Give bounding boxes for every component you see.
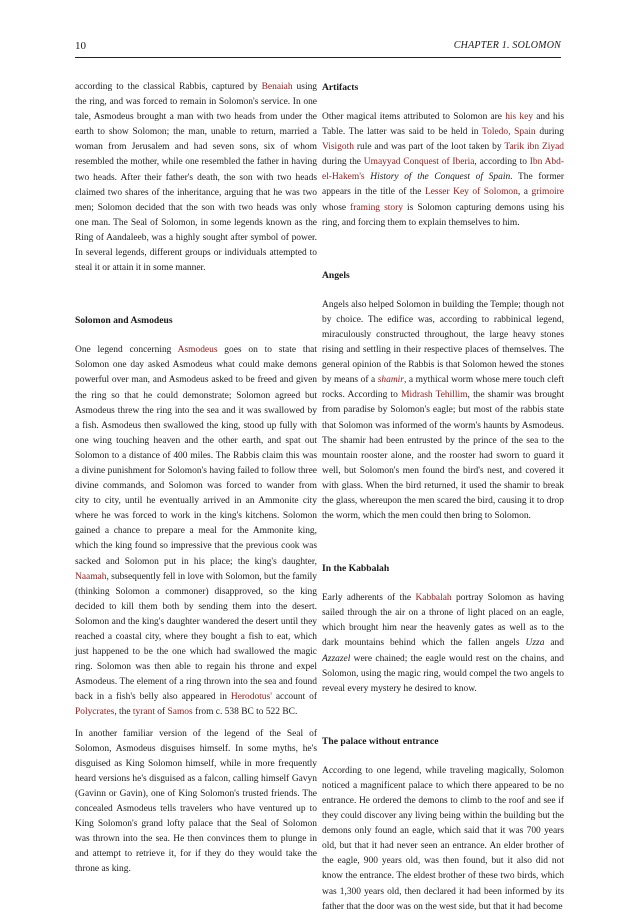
- section-heading: Angels: [322, 269, 350, 281]
- hyperlink[interactable]: grimoire: [531, 187, 564, 198]
- page-number: 10: [75, 40, 86, 52]
- hyperlink[interactable]: Tarik ibn Ziyad: [504, 142, 564, 153]
- hyperlink[interactable]: Midrash Tehillim: [401, 390, 468, 401]
- emphasis-text: Uzza: [525, 638, 545, 649]
- hyperlink[interactable]: Lesser Key of Solomon: [424, 187, 518, 198]
- emphasis-text: History of the Conquest of Spain: [370, 172, 511, 183]
- emphasis-text: Azzazel: [322, 653, 351, 664]
- hyperlink[interactable]: shamir: [377, 375, 404, 386]
- section-heading: The palace without entrance: [322, 735, 439, 747]
- paragraph: Angels also helped Solomon in building the Temple; though not by choice. The edifice was, according to rabbinical legend, miraculously constructed throughout, the large heavy stones rising and settling in their respective places of themselves. The general opinion of the Rabbis is that Solomon hewed the stones by means of a shamir, a mythical worm whose mere touch cleft rocks. According to Midrash Tehillim, the shamir was brought from paradise by Solomon's eagle; but most of the rabbis state that Solomon was informed of the worm's haunts by Asmodeus. The shamir had been entrusted by the prince of the sea to the mountain rooster alone, and the rooster had sworn to guard it well, but Solomon's men found the bird's nest, and covered it with glass. When the bird returned, it used the shamir to break the glass, whereupon the men scared the bird, causing it to drop the worm, which the men could then bring to Solomon.: [322, 299, 564, 522]
- hyperlink[interactable]: Polycrates: [75, 707, 115, 718]
- section-heading: In the Kabbalah: [322, 563, 390, 575]
- hyperlink[interactable]: Kabbalah: [415, 593, 452, 604]
- paragraph: according to the classical Rabbis, captured by Benaiah using the ring, and was forced to remain in Solomon's service. In one tale, Asmodeus brought a man with two heads from under the earth to show Solomon; the man, unable to return, married a woman from Jerusalem and had seven sons, six of whom resembled the mother, while one resembled the father in having two heads. After their father's death, the son with two heads claimed two shares of the inheritance, arguing that he was two men; Solomon decided that the son with two heads was only one man. The Seal of Solomon, in some legends known as the Ring of Aandaleeb, was a highly sought after symbol of power. In several legends, different groups or individuals attempted to steal it or attain it in some manner.: [75, 82, 318, 274]
- right-column: [322, 80, 564, 915]
- paragraph: Early adherents of the Kabbalah portray Solomon as having sailed through the air on a throne of light placed on an eagle, which brought him near the heavenly gates as well as to the dark mountains behind which the fallen angels Uzza and Azzazel were chained; the eagle would rest on the chains, and Solomon, using the magic ring, would compel the two angels to reveal every mystery he desired to know.: [322, 593, 564, 694]
- hyperlink[interactable]: Toledo, Spain: [482, 127, 536, 138]
- left-column: [75, 80, 317, 878]
- hyperlink[interactable]: tyrant: [132, 707, 155, 718]
- hyperlink[interactable]: Umayyad Conquest of Iberia: [363, 157, 475, 168]
- hyperlink[interactable]: Ibn Abd-el-Hakem's: [322, 157, 564, 183]
- hyperlink[interactable]: Visigoth: [322, 142, 354, 153]
- hyperlink[interactable]: Benaiah: [261, 82, 293, 92]
- paragraph: According to one legend, while traveling magically, Solomon noticed a magnificent palace to which there appeared to be no entrance. He ordered the demons to climb to the roof and see if they could discover any living being within the building but the demons only found an eagle, which said that it was 700 years old, but that it had never seen an entrance. An elder brother of the eagle, 900 years old, was then found, but it also did not know the entrance. The eldest brother of these two birds, which was 1,300 years old, then declared it had been informed by its father that the door was on the west side, but that it had become: [322, 765, 564, 912]
- header-rule: [75, 57, 561, 58]
- hyperlink[interactable]: Herodotus': [230, 692, 272, 703]
- running-head: CHAPTER 1. SOLOMON: [453, 40, 561, 51]
- hyperlink[interactable]: framing story: [350, 202, 403, 213]
- paragraph: One legend concerning Asmodeus goes on to state that Solomon one day asked Asmodeus what could make demons powerful over man, and Asmodeus asked to be freed and given the ring so that he could demonstrate; Solomon agreed but Asmodeus threw the ring into the sea and it was swallowed by a fish. Asmodeus then swallowed the king, stood up fully with one wing touching heaven and the other earth, and spat out Solomon to a distance of 400 miles. The Rabbis claim this was a divine punishment for Solomon's having failed to follow three divine commands, and Solomon was forced to wander from city to city, until he eventually arrived in an Ammonite city where he was forced to work in the king's kitchens. Solomon gained a chance to prepare a meal for the Ammonite king, which the king found so impressive that the previous cook was sacked and Solomon put in his place; the king's daughter, Naamah, subsequently fell in love with Solomon, but the family (thinking Solomon a commoner) disapproved, so the king decided to kill them both by sending them into the desert. Solomon and the king's daughter wandered the desert until they reached a coastal city, where they bought a fish to eat, which just happened to be the one which had swallowed the magic ring. Solomon was then able to regain his throne and expel Asmodeus. The element of a ring thrown into the sea and found back in a fish's belly also appeared in Herodotus' account of Polycrates, the tyrant of Samos from c. 538 BC to 522 BC.: [75, 345, 317, 718]
- hyperlink[interactable]: Asmodeus: [177, 345, 218, 356]
- hyperlink[interactable]: Naamah: [75, 571, 107, 582]
- hyperlink[interactable]: Samos: [167, 707, 193, 718]
- hyperlink[interactable]: his key: [505, 112, 534, 122]
- paragraph: Other magical items attributed to Solomon are his key and his Table. The latter was said to be held in Toledo, Spain during Visigoth rule and was part of the loot taken by Tarik ibn Ziyad during the Umayyad Conquest of Iberia, according to Ibn Abd-el-Hakem's History of the Conquest of Spain. The former appears in the title of the Lesser Key of Solomon, a grimoire whose framing story is Solomon capturing demons using his ring, and forcing them to explain themselves to him.: [322, 112, 565, 228]
- section-heading: Artifacts: [322, 82, 359, 93]
- section-heading: Solomon and Asmodeus: [75, 315, 173, 327]
- paragraph: In another familiar version of the legend of the Seal of Solomon, Asmodeus disguises himself. In some myths, he's disguised as King Solomon himself, while in more frequently heard versions he's disguised as a falcon, calling himself Gavyn (Gavinn or Gavin), one of King Solomon's trusted friends. The concealed Asmodeus tells travelers who have ventured up to King Solomon's grand lofty palace that the Seal of Solomon was thrown into the sea. He then convinces them to plunge in and attempt to retrieve it, for if they do they would take the throne as king.: [75, 728, 317, 875]
